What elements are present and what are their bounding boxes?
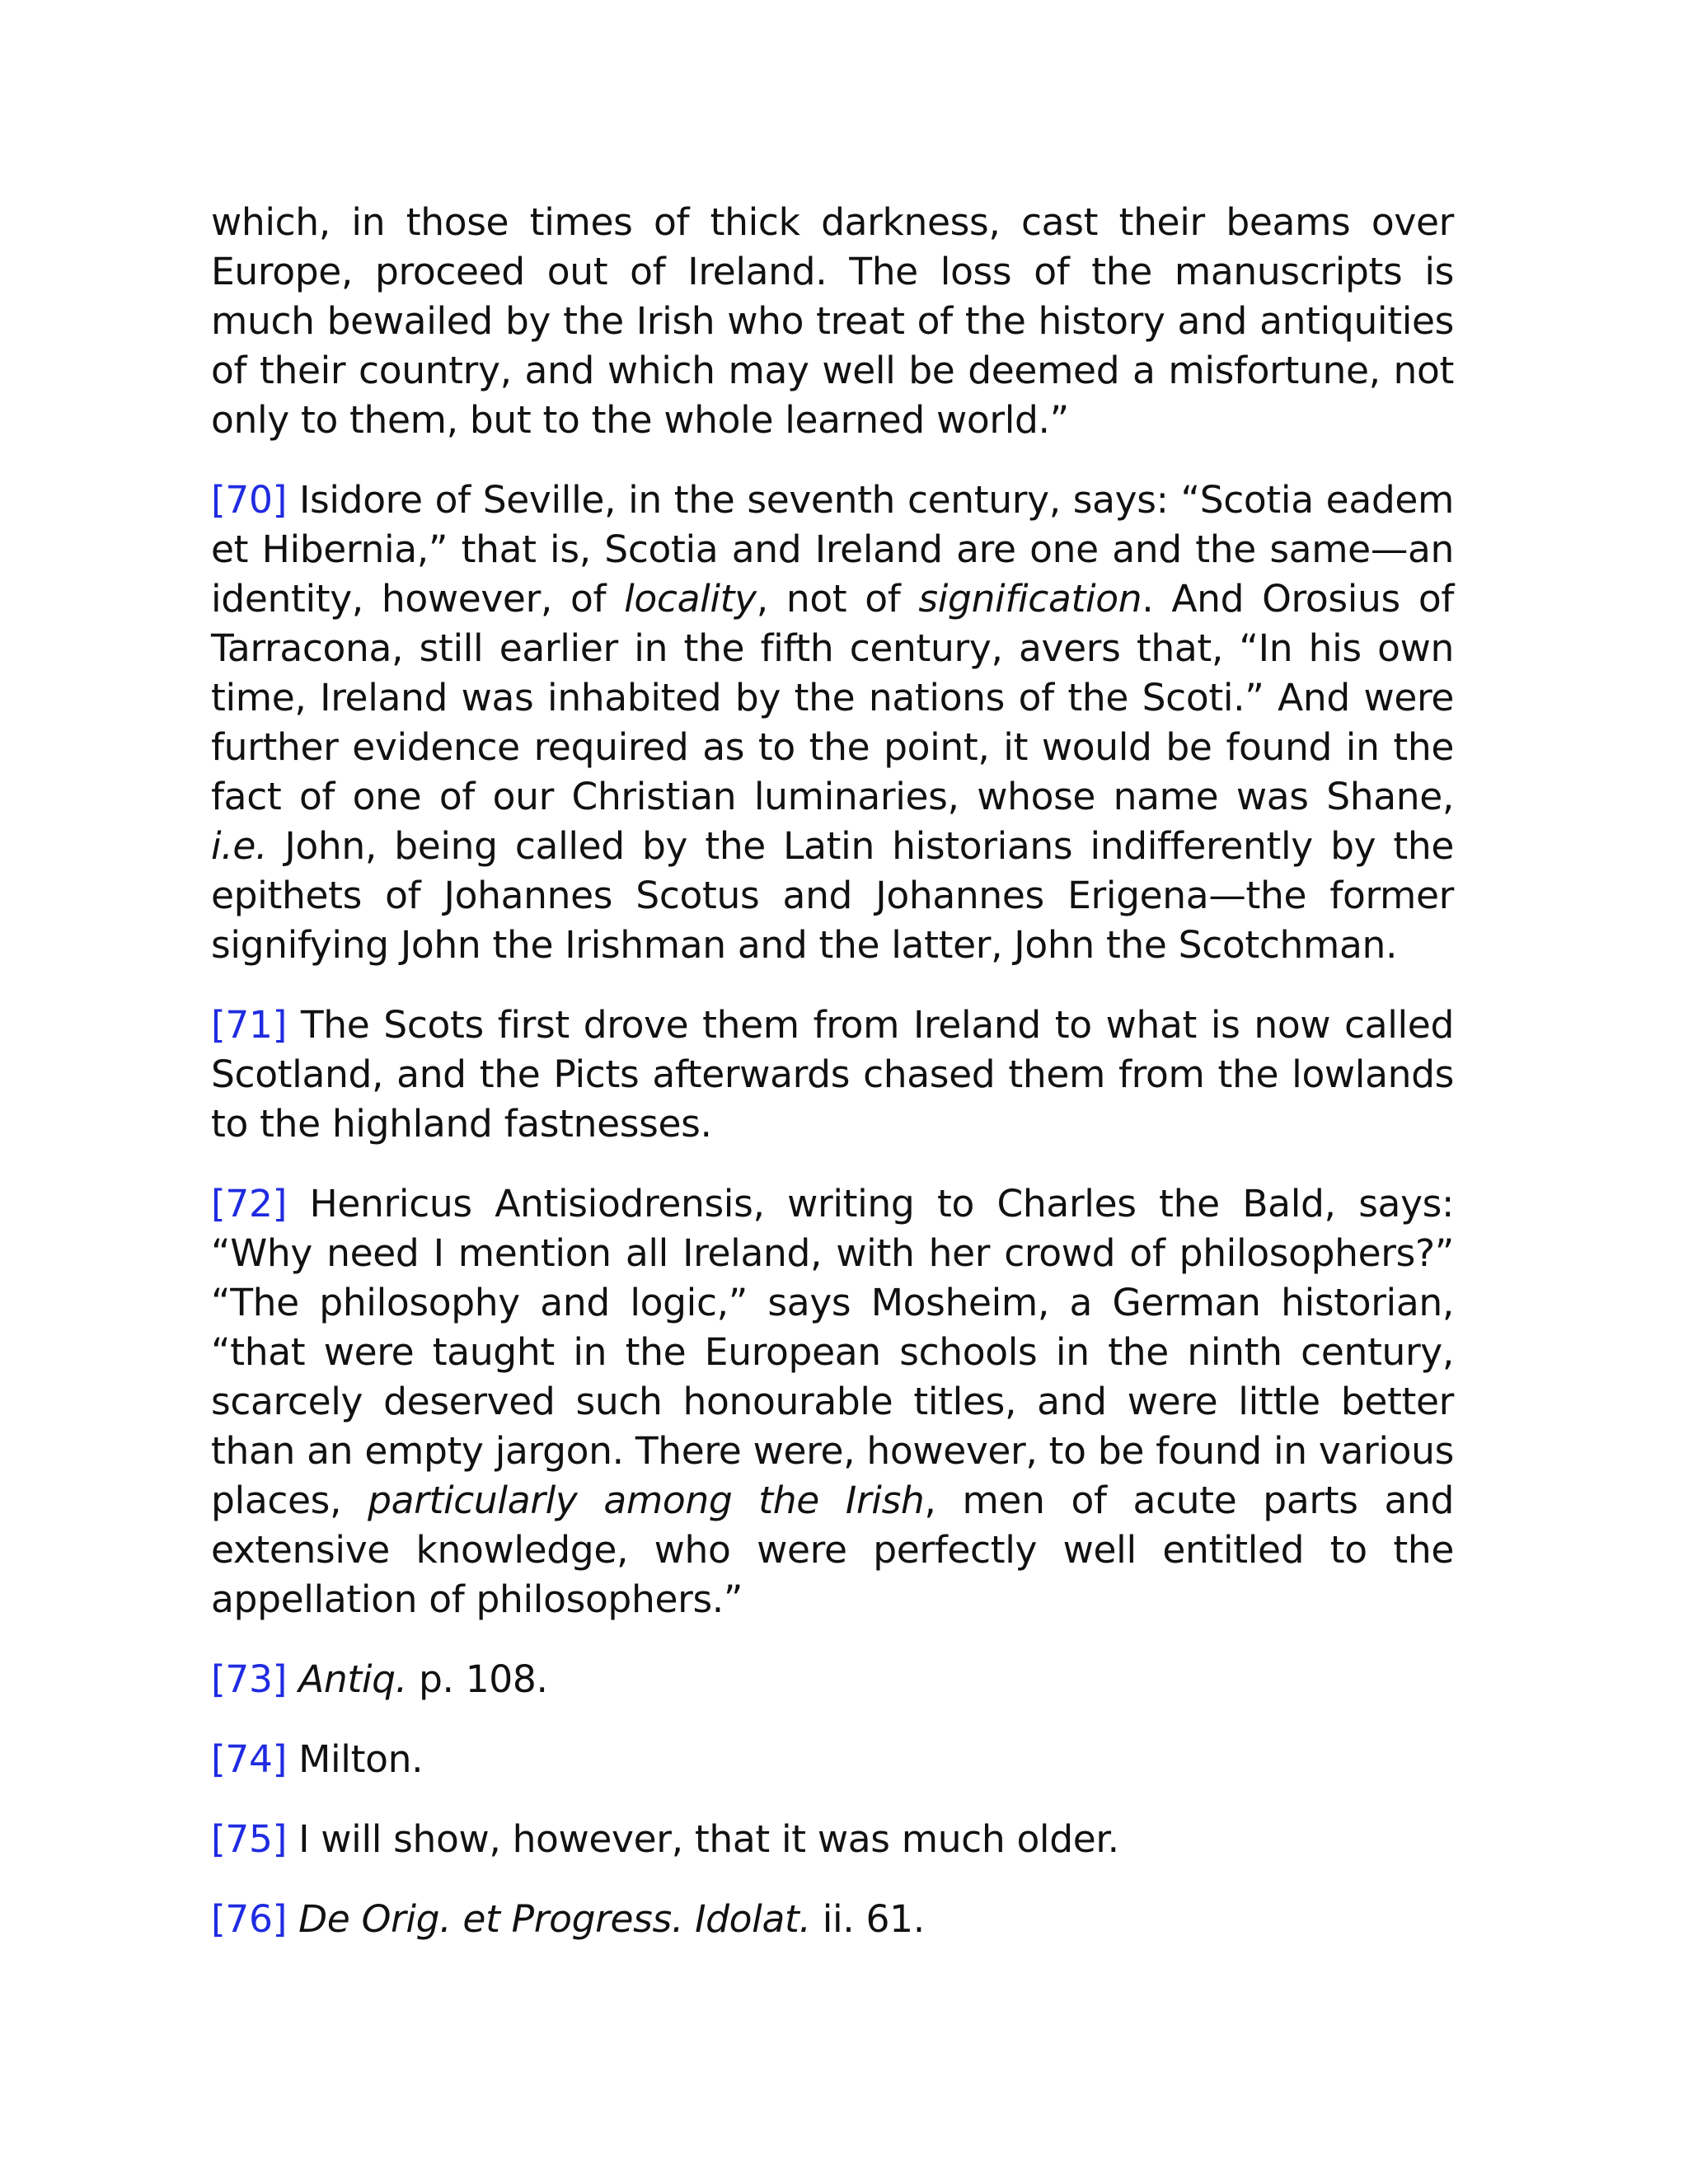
footnote-link-76[interactable]: [76] <box>211 1897 287 1941</box>
footnote-71 <box>211 1001 1454 1149</box>
footnote-link-75[interactable]: [75] <box>211 1817 287 1861</box>
footnote-text <box>287 1657 298 1701</box>
footnote-text: Isidore of Seville, in the seventh century, says: “Scotia eadem et Hibernia,” that is, Scotia and Ireland are one and the same—an identity, however, of <box>211 478 1454 621</box>
footnote-link-74[interactable]: [74] <box>211 1737 287 1781</box>
footnote-70 <box>211 476 1454 970</box>
footnote-text: p. 108. <box>406 1657 548 1701</box>
continuation-paragraph <box>211 198 1454 445</box>
footnote-text: Henricus Antisiodrensis, writing to Charles the Bald, says: “Why need I mention all Ireland, with her crowd of philosophers?” “The philosophy and logic,” says Mosheim, a German historian, “that were taught in the European schools in the ninth century, scarcely deserved such honourable titles, and were little better than an empty jargon. There were, however, to be found in various places, <box>211 1182 1454 1522</box>
footnote-italic: i.e. <box>211 824 268 868</box>
footnote-italic: De Orig. et Progress. Idolat. <box>298 1897 811 1941</box>
document-page <box>211 198 1454 1975</box>
footnote-link-70[interactable]: [70] <box>211 478 287 522</box>
footnote-text: Milton. <box>287 1737 424 1781</box>
footnote-link-73[interactable]: [73] <box>211 1657 287 1701</box>
footnote-text: I will show, however, that it was much older. <box>287 1817 1119 1861</box>
footnote-text: John, being called by the Latin historians indifferently by the epithets of Johannes Scotus and Johannes Erigena—the former signifying John the Irishman and the latter, John the Scotchman. <box>211 824 1454 967</box>
footnote-text: . And Orosius of Tarracona, still earlier in the fifth century, avers that, “In his own time, Ireland was inhabited by the nations of the Scoti.” And were further evidence required as to the point, it would be found in the fact of one of our Christian luminaries, whose name was Shane, <box>211 577 1455 818</box>
footnote-72 <box>211 1179 1454 1624</box>
footnote-italic: particularly among the Irish <box>368 1479 925 1522</box>
footnote-link-71[interactable]: [71] <box>211 1003 287 1047</box>
footnote-76 <box>211 1895 1454 1944</box>
footnote-link-72[interactable]: [72] <box>211 1182 287 1226</box>
footnote-italic: Antiq. <box>298 1657 407 1701</box>
footnote-73 <box>211 1655 1454 1704</box>
footnote-75 <box>211 1815 1454 1864</box>
footnote-74 <box>211 1735 1454 1784</box>
footnote-text: , men of acute parts and extensive knowledge, who were perfectly well entitled to the appellation of philosophers.” <box>211 1479 1455 1621</box>
footnote-text: , not of <box>756 577 919 621</box>
footnote-italic: locality <box>624 577 757 621</box>
continuation-text: which, in those times of thick darkness, cast their beams over Europe, proceed out of Ireland. The loss of the manuscripts is much bewailed by the Irish who treat of the history and antiquities of their country, and which may well be deemed a misfortune, not only to them, but to the whole learned world.” <box>211 200 1454 442</box>
footnote-text: ii. 61. <box>810 1897 925 1941</box>
footnote-italic: signification <box>918 577 1142 621</box>
footnote-text: The Scots first drove them from Ireland to what is now called Scotland, and the Picts afterwards chased them from the lowlands to the highland fastnesses. <box>211 1003 1454 1146</box>
footnote-text <box>287 1897 298 1941</box>
